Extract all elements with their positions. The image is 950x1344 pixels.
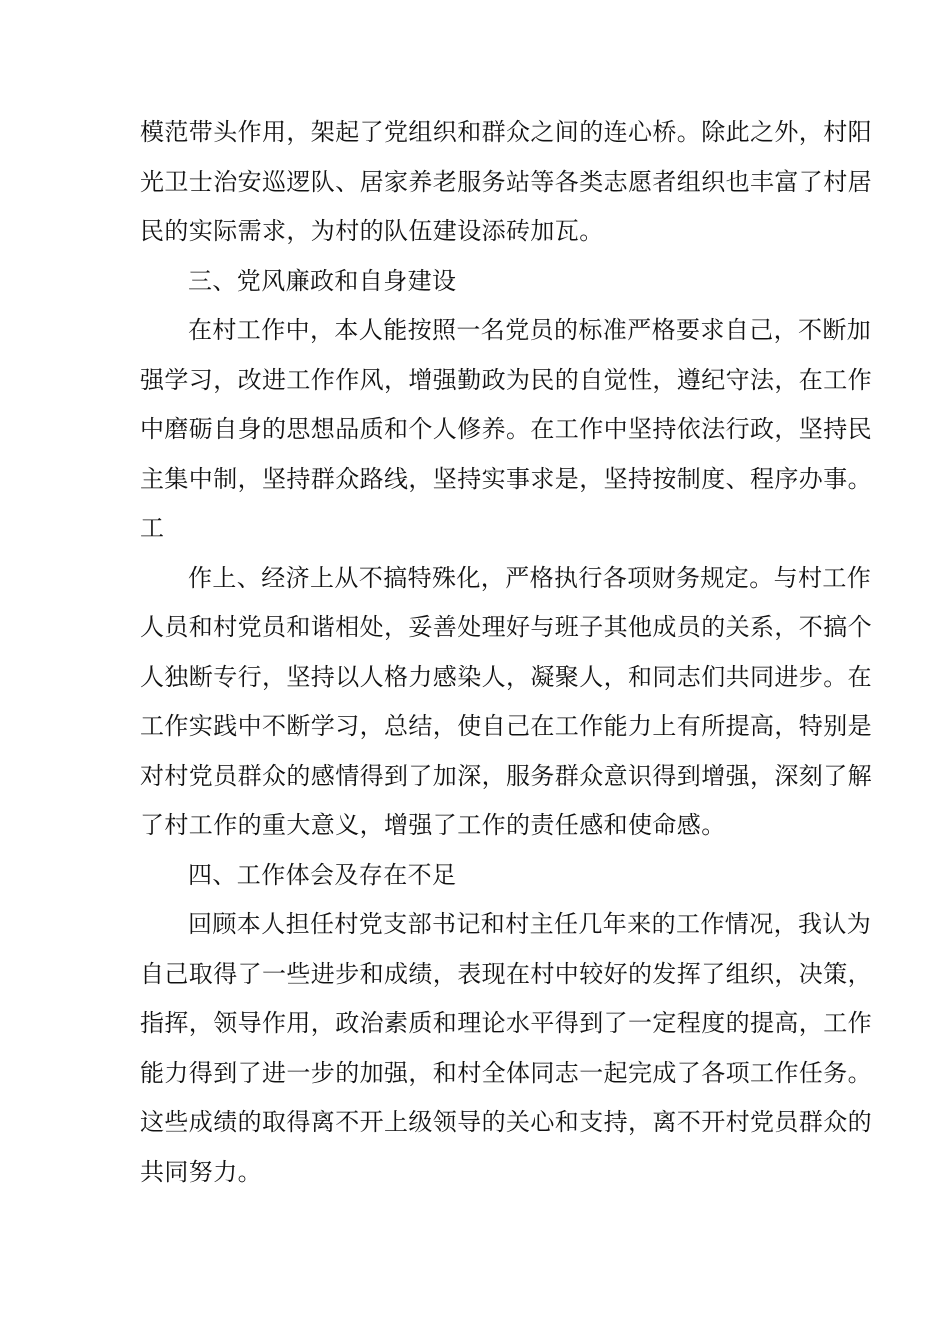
text-line: 工 (140, 514, 165, 542)
text-line: 在村工作中，本人能按照一名党员的标准严格要求自己，不断加 (188, 316, 872, 344)
section-heading: 四、工作体会及存在不足 (188, 860, 457, 889)
text-line: 作上、经济上从不搞特殊化，严格执行各项财务规定。与村工作 (188, 563, 872, 592)
text-line: 对村党员群众的感情得到了加深，服务群众意识得到增强，深刻了解 (140, 761, 872, 790)
document-page (140, 108, 872, 1197)
text-line: 共同努力。 (140, 1157, 262, 1186)
text-line: 民的实际需求，为村的队伍建设添砖加瓦。 (140, 217, 604, 245)
text-line: 指挥，领导作用，政治素质和理论水平得到了一定程度的提高，工作 (140, 1009, 872, 1037)
section-heading: 三、党风廉政和自身建设 (188, 266, 457, 295)
text-line: 这些成绩的取得离不开上级领导的关心和支持，离不开村党员群众的 (140, 1108, 872, 1136)
text-line: 中磨砺自身的思想品质和个人修养。在工作中坚持依法行政，坚持民 (140, 415, 872, 443)
text-line: 人员和村党员和谐相处，妥善处理好与班子其他成员的关系，不搞个 (140, 613, 872, 641)
text-line: 自己取得了一些进步和成绩，表现在村中较好的发挥了组织，决策， (140, 959, 872, 988)
text-line: 模范带头作用，架起了党组织和群众之间的连心桥。除此之外，村阳 (140, 118, 872, 146)
text-line: 强学习，改进工作作风，增强勤政为民的自觉性，遵纪守法，在工作 (140, 365, 872, 394)
text-line: 工作实践中不断学习，总结，使自己在工作能力上有所提高，特别是 (140, 712, 872, 740)
text-line: 回顾本人担任村党支部书记和村主任几年来的工作情况，我认为 (188, 910, 872, 938)
text-line: 主集中制，坚持群众路线，坚持实事求是，坚持按制度、程序办事。 (140, 464, 872, 493)
text-line: 人独断专行，坚持以人格力感染人，凝聚人，和同志们共同进步。在 (140, 662, 872, 691)
text-line: 能力得到了进一步的加强，和村全体同志一起完成了各项工作任务。 (140, 1058, 872, 1087)
text-line: 了村工作的重大意义，增强了工作的责任感和使命感。 (140, 811, 726, 839)
text-line: 光卫士治安巡逻队、居家养老服务站等各类志愿者组织也丰富了村居 (140, 167, 872, 196)
